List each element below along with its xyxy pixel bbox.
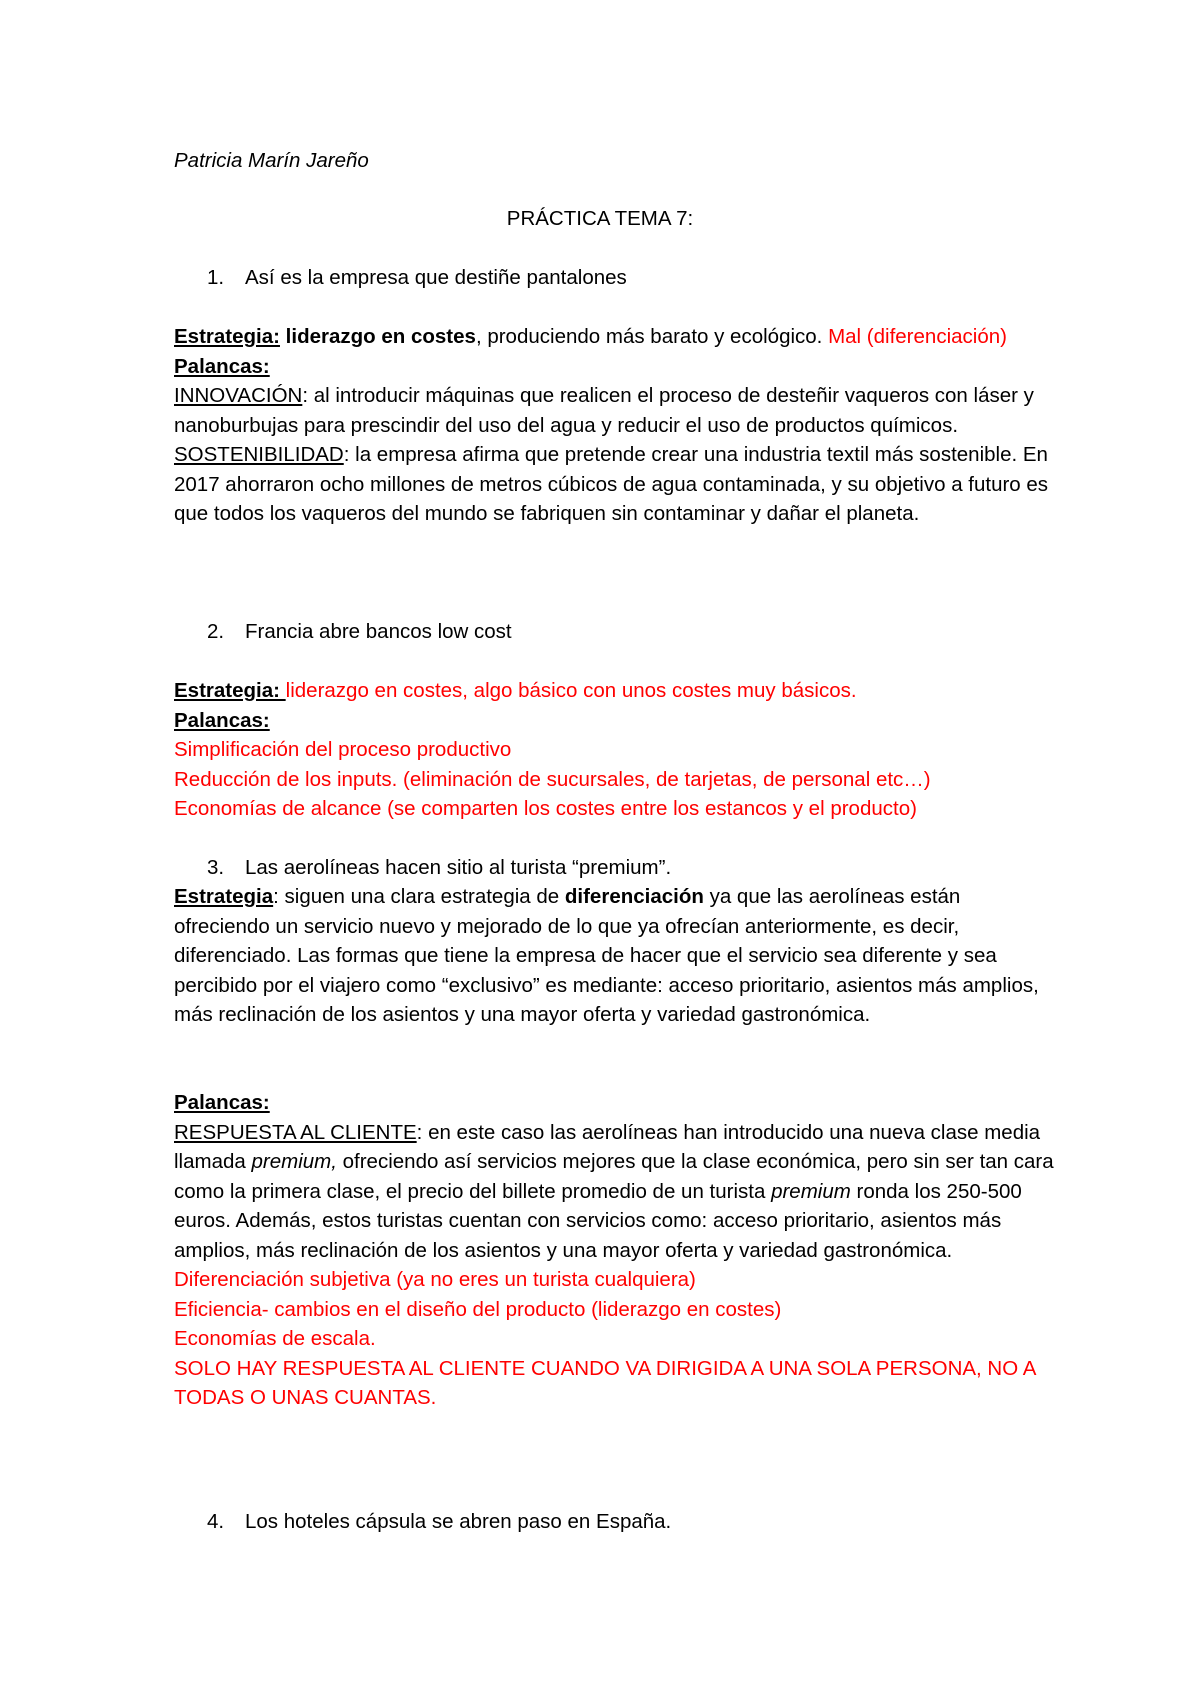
section-4-heading: Los hoteles cápsula se abren paso en España.: [245, 1510, 672, 1533]
palanca-respuesta-text-a: : en este caso las aerolíneas han introducido una nueva clase media llamada: [174, 1120, 1041, 1173]
palanca-line: Reducción de los inputs. (eliminación de sucursales, de tarjetas, de personal etc…): [174, 767, 931, 791]
palanca-respuesta-italic-1: premium,: [251, 1150, 337, 1173]
palanca-respuesta-label: RESPUESTA AL CLIENTE: [174, 1120, 417, 1144]
section-3-estrategia: [174, 882, 1054, 1030]
estrategia-label: Estrategia:: [174, 679, 286, 702]
page-title: PRÁCTICA TEMA 7:: [506, 207, 694, 230]
palanca-innovacion-text: : al introducir máquinas que realicen el proceso de desteñir vaqueros con láser y nanoburbujas para prescindir del uso del agua y reducir el uso de productos químicos.: [174, 384, 1034, 437]
palanca-line: Economías de alcance (se comparten los costes entre los estancos y el producto): [174, 797, 917, 820]
estrategia-label: Estrategia:: [174, 325, 280, 348]
palancas-label: Palancas:: [174, 1091, 270, 1114]
palancas-label: Palancas:: [174, 354, 270, 378]
palanca-respuesta-cliente: [174, 1118, 1054, 1266]
palanca-sostenibilidad-label: SOSTENIBILIDAD: [174, 443, 344, 466]
palanca-respuesta-text-c: ronda los 250-500 euros. Además, estos turistas cuentan con servicios como: acceso prioritario, asientos más amplios, más reclinación de los asientos y una mayor oferta y variedad gastronómica.: [174, 1179, 1022, 1262]
section-3-palancas: [174, 1088, 1054, 1413]
palanca-innovacion-label: INNOVACIÓN: [174, 384, 303, 407]
estrategia-label: Estrategia: [174, 885, 274, 908]
section-1-body: [174, 322, 1054, 529]
palanca-line: Simplificación del proceso productivo: [174, 738, 512, 761]
palanca-sostenibilidad-text: : la empresa afirma que pretende crear una industria textil más sostenible. En 2017 ahorraron ocho millones de metros cúbicos de agua contaminada, y su objetivo a futuro es que todos los vaqueros del mundo se fabriquen sin contaminar y dañar el planeta.: [174, 443, 1049, 525]
red-caps-note: SOLO HAY RESPUESTA AL CLIENTE CUANDO VA DIRIGIDA A UNA SOLA PERSONA, NO A TODAS O UNAS CUANTAS.: [174, 1356, 1036, 1409]
section-1-number: 1.: [207, 266, 225, 289]
estrategia-bold: diferenciación: [564, 885, 704, 908]
section-2-body: [174, 676, 1054, 824]
palanca-line: Economías de escala.: [174, 1327, 376, 1350]
author-name: Patricia Marín Jareño: [174, 149, 369, 172]
palanca-respuesta-italic-2: premium: [771, 1179, 851, 1203]
section-1-heading: Así es la empresa que destiñe pantalones: [245, 266, 627, 289]
section-2-heading: Francia abre bancos low cost: [245, 620, 512, 643]
section-2-number: 2.: [207, 620, 225, 643]
estrategia-red: liderazgo en costes, algo básico con unos costes muy básicos.: [285, 679, 857, 702]
estrategia-correction: Mal (diferenciación): [828, 325, 1007, 348]
palanca-sostenibilidad: [174, 440, 1054, 529]
section-1-estrategia: [174, 322, 1054, 352]
section-4-number: 4.: [207, 1510, 225, 1533]
estrategia-text: , produciendo más barato y ecológico.: [475, 325, 823, 348]
palanca-line: Diferenciación subjetiva (ya no eres un turista cualquiera): [174, 1268, 696, 1291]
section-3-heading: Las aerolíneas hacen sitio al turista “premium”.: [245, 856, 672, 879]
estrategia-post: ya que las aerolíneas están ofreciendo un servicio nuevo y mejorado de lo que ya ofrecían anteriormente, es decir, diferenciado. Las formas que tiene la empresa de hacer que el servicio sea diferente y sea percibido por el viajero como “exclusivo” es mediante: acceso prioritario, asientos más amplios, más reclinación de los asientos y una mayor oferta y variedad gastronómica.: [174, 885, 1039, 1026]
estrategia-pre: : siguen una clara estrategia de: [273, 885, 565, 908]
section-3-number: 3.: [207, 856, 225, 879]
section-2-estrategia: [174, 676, 1054, 706]
palanca-line: Eficiencia- cambios en el diseño del producto (liderazgo en costes): [174, 1297, 782, 1321]
palancas-label: Palancas:: [174, 708, 270, 732]
section-3-body: [174, 882, 1054, 1030]
palanca-respuesta-text-b: ofreciendo así servicios mejores que la clase económica, pero sin ser tan cara como la primera clase, el precio del billete promedio de un turista: [174, 1150, 1054, 1203]
palanca-innovacion: [174, 381, 1054, 440]
estrategia-bold: liderazgo en costes: [285, 325, 476, 348]
